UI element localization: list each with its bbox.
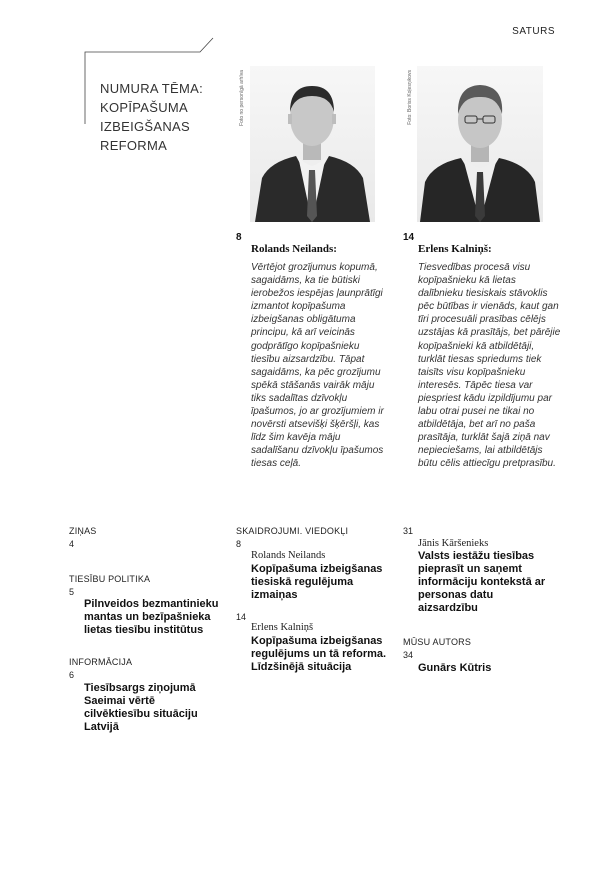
feature-author: Rolands Neilands: (251, 243, 337, 255)
toc-category: MŪSU AUTORS (403, 637, 472, 647)
feature-quote: Tiesvedības procesā visu kopīpašnieku kā lietas dalībnieku tiesiskais stāvoklis pēc būtības ir vienāds, kaut gan tīri procesuāli prasības cēlējs uzstājas kā prasītājs, bet pārējie kopīpašnieki kā atbildētāji, turklāt tiesas spriedums tiek taisīts visu kopīpašnieku interesēs. Tāpēc tiesa var piespriest kādu izpildījumu par labu otrai pusei ne tikai no atbildētāja, bet arī no paša prasītāja, turklāt šajā ziņā nav nepieciešams, lai atbildētājs būtu cēlis attiecīgu pretprasību. (418, 262, 561, 470)
toc-page-number: 31 (403, 526, 414, 536)
author-portrait-neilands (250, 66, 375, 222)
portrait-figure (250, 66, 375, 222)
toc-article-link[interactable]: Kopīpašuma izbeigšanas regulējums un tā reforma. Līdzšinējā situācija (251, 635, 387, 673)
toc-category: TIESĪBU POLITIKA (69, 574, 151, 584)
portrait-figure (417, 66, 543, 222)
feature-quote: Vērtējot grozījumus kopumā, sagaidāms, ka tie būtiski ierobežos iespējas ļaunprātīgi izmantot kopīpašuma izbeigšanas obligātuma principu, kā arī veicinās godprātīgo kopīpašnieku tiesību aizsardzību. Tāpat sagaidāms, ka pēc grozījumu spēkā stāšanās vairāk māju tiks sadalītas dzīvokļu īpašumos, jo ar grozījumiem ir novērsti atsevišķi šķēršļi, kas līdz šim kavēja māju sadalīšanu dzīvokļu īpašumos tiesas ceļā. (251, 262, 384, 470)
photo-credit: Foto: Boriss Koļesņikovs (407, 70, 413, 125)
feature-page-number: 8 (236, 232, 242, 243)
toc-article-link[interactable]: Kopīpašuma izbeigšanas tiesiskā regulējuma izmaiņas (251, 563, 383, 601)
feature-page-number: 14 (403, 232, 415, 243)
toc-page-number: 4 (69, 539, 75, 549)
toc-page-number: 6 (69, 670, 75, 680)
theme-line-2: KOPĪPAŠUMA (100, 100, 189, 115)
toc-author: Rolands Neilands (251, 550, 326, 561)
theme-title (100, 79, 230, 155)
theme-box (85, 52, 213, 153)
feature-author: Erlens Kalniņš: (418, 243, 492, 255)
toc-article-link[interactable]: Gunārs Kūtris (418, 662, 492, 674)
toc-author: Erlens Kalniņš (251, 622, 314, 633)
toc-article-link[interactable]: Pilnveidos bezmantinieku mantas un bezīpašnieka lietas tiesību institūtus (84, 598, 219, 636)
section-label: SATURS (512, 26, 555, 37)
toc-category: SKAIDROJUMI. VIEDOKĻI (236, 526, 349, 536)
toc-category: INFORMĀCIJA (69, 657, 133, 667)
toc-article-link[interactable]: Valsts iestāžu tiesības pieprasīt un saņemt informāciju kontekstā ar personas datu aizsardzību (418, 550, 546, 614)
theme-line-3: IZBEIGŠANAS (100, 119, 190, 134)
toc-page-number: 8 (236, 539, 242, 549)
theme-line-4: REFORMA (100, 138, 168, 153)
author-portrait-kalnins (417, 66, 543, 222)
toc-page-number: 14 (236, 612, 247, 622)
toc-category: ZIŅAS (69, 526, 97, 536)
theme-line-1: NUMURA TĒMA: (100, 81, 204, 96)
toc-page-number: 5 (69, 587, 75, 597)
photo-credit: Foto no personīgā arhīva (239, 70, 245, 126)
toc-page-number: 34 (403, 650, 414, 660)
toc-author: Jānis Kāršenieks (418, 538, 489, 549)
toc-article-link[interactable]: Tiesībsargs ziņojumā Saeimai vērtē cilvēktiesību situāciju Latvijā (84, 682, 198, 733)
